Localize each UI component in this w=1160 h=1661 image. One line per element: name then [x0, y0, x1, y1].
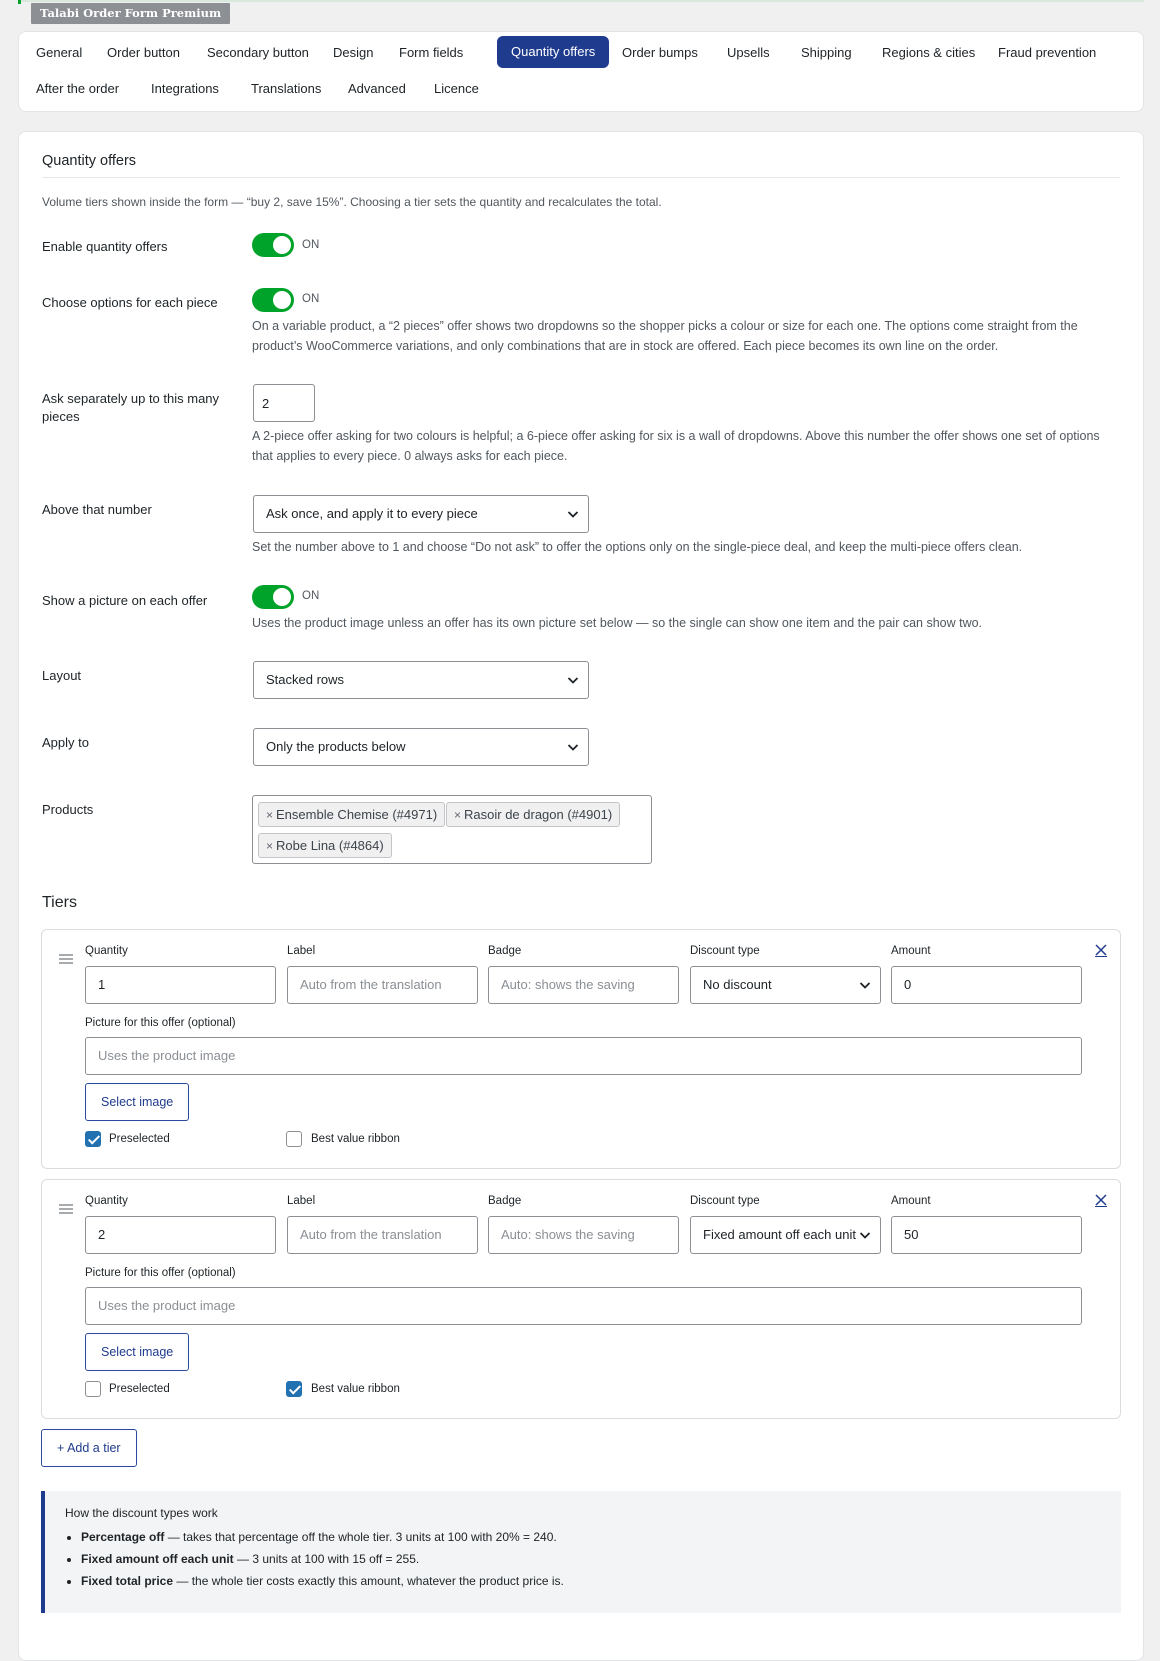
- preselected-checkbox[interactable]: [85, 1131, 101, 1147]
- product-chip: [258, 802, 445, 827]
- products-multiselect[interactable]: [252, 795, 652, 864]
- picture-field-label: Picture for this offer (optional): [85, 1017, 236, 1029]
- amount-label: Amount: [891, 945, 931, 957]
- layout-label: Layout: [42, 668, 82, 683]
- tab-upsells[interactable]: Upsells: [727, 45, 770, 60]
- preselected-label: Preselected: [109, 1383, 170, 1395]
- above-label: Above that number: [42, 502, 152, 517]
- ask-up-to-input[interactable]: [253, 384, 315, 422]
- quantity-label: Quantity: [85, 1195, 128, 1207]
- layout-select[interactable]: [253, 661, 589, 699]
- info-term: Fixed total price: [81, 1574, 174, 1588]
- label-label: Label: [287, 1195, 316, 1207]
- picture-label: Show a picture on each offer: [42, 593, 208, 608]
- drag-handle-icon[interactable]: [58, 953, 74, 965]
- select-image-button[interactable]: Select image: [85, 1083, 189, 1121]
- tab-licence[interactable]: Licence: [434, 81, 479, 96]
- product-chip: [446, 802, 620, 827]
- tier-label-input[interactable]: Auto from the translation: [287, 1216, 478, 1254]
- layout-select-value: Stacked rows: [266, 672, 345, 687]
- per-piece-state: ON: [302, 293, 320, 305]
- discount-type-label: Discount type: [690, 1195, 760, 1207]
- top-border: [18, 0, 1144, 2]
- tab-quantity-offers[interactable]: Quantity offers: [497, 36, 609, 68]
- info-text: — 3 units at 100 with 15 off = 255.: [233, 1552, 420, 1566]
- picture-state: ON: [302, 590, 320, 602]
- tab-order-bumps[interactable]: Order bumps: [622, 45, 698, 60]
- product-chip-label: Ensemble Chemise (#4971): [276, 807, 438, 822]
- tab-order-button[interactable]: Order button: [107, 45, 180, 60]
- tab-general[interactable]: General: [36, 45, 83, 60]
- add-tier-button[interactable]: + Add a tier: [41, 1429, 137, 1467]
- info-item: [81, 1528, 564, 1546]
- product-chip-label: Rasoir de dragon (#4901): [464, 807, 613, 822]
- info-item: [81, 1572, 564, 1590]
- tab-fraud-prevention[interactable]: Fraud prevention: [998, 45, 1097, 60]
- above-select-value: Ask once, and apply it to every piece: [266, 506, 478, 521]
- discount-type-value: Fixed amount off each unit: [703, 1227, 856, 1242]
- discount-types-info: [41, 1491, 1121, 1613]
- per-piece-toggle[interactable]: [252, 288, 294, 312]
- tier-badge-input[interactable]: Auto: shows the saving: [488, 966, 679, 1004]
- tab-shipping[interactable]: Shipping: [801, 45, 852, 60]
- apply-to-label: Apply to: [42, 735, 89, 750]
- tab-after-the-order[interactable]: After the order: [36, 81, 120, 96]
- tier-card: [41, 929, 1121, 1169]
- section-divider: [42, 177, 1120, 178]
- tier-discount-type-select[interactable]: [690, 966, 881, 1004]
- chevron-down-icon: [567, 742, 579, 752]
- tier-quantity-input[interactable]: 1: [85, 966, 276, 1004]
- apply-to-select[interactable]: [253, 728, 589, 766]
- tier-card: [41, 1179, 1121, 1419]
- top-border-mark: [18, 0, 21, 4]
- best-value-checkbox[interactable]: [286, 1131, 302, 1147]
- products-label: Products: [42, 802, 94, 817]
- chevron-down-icon: [567, 675, 579, 685]
- tier-amount-input[interactable]: 50: [891, 1216, 1082, 1254]
- quantity-offers-panel: [18, 131, 1144, 1661]
- preselected-label: Preselected: [109, 1133, 170, 1145]
- tab-advanced[interactable]: Advanced: [348, 81, 406, 96]
- tab-form-fields[interactable]: Form fields: [399, 45, 464, 60]
- best-value-label: Best value ribbon: [311, 1133, 400, 1145]
- section-intro: Volume tiers shown inside the form — “buy 2, save 15%”. Choosing a tier sets the quantity and recalculates the total.: [42, 195, 662, 209]
- enable-state: ON: [302, 239, 320, 251]
- above-desc: Set the number above to 1 and choose “Do not ask” to offer the options only on the single-piece deal, and keep the multi-piece offers clean.: [252, 540, 1023, 554]
- remove-chip-icon[interactable]: ×: [266, 839, 274, 853]
- chevron-down-icon: [567, 509, 579, 519]
- chevron-down-icon: [859, 980, 871, 990]
- section-title: Quantity offers: [42, 153, 137, 169]
- info-text: — takes that percentage off the whole tier. 3 units at 100 with 20% = 240.: [164, 1530, 557, 1544]
- badge-label: Badge: [488, 945, 522, 957]
- per-piece-label: Choose options for each piece: [42, 295, 218, 310]
- info-term: Fixed amount off each unit: [81, 1552, 234, 1566]
- picture-toggle[interactable]: [252, 585, 294, 609]
- discount-type-value: No discount: [703, 977, 772, 992]
- picture-desc: Uses the product image unless an offer has its own picture set below — so the single can show one item and the pair can show two.: [252, 616, 983, 630]
- remove-chip-icon[interactable]: ×: [266, 808, 274, 822]
- preselected-checkbox[interactable]: [85, 1381, 101, 1397]
- settings-tabs: [18, 31, 1144, 112]
- enable-toggle[interactable]: [252, 233, 294, 257]
- best-value-checkbox[interactable]: [286, 1381, 302, 1397]
- above-select[interactable]: [253, 495, 589, 533]
- info-text: — the whole tier costs exactly this amount, whatever the product price is.: [173, 1574, 564, 1588]
- tier-label-input[interactable]: Auto from the translation: [287, 966, 478, 1004]
- drag-handle-icon[interactable]: [58, 1203, 74, 1215]
- enable-label: Enable quantity offers: [42, 239, 168, 254]
- tier-quantity-input[interactable]: 2: [85, 1216, 276, 1254]
- badge-label: Badge: [488, 1195, 522, 1207]
- tiers-title: Tiers: [42, 894, 77, 911]
- remove-tier-icon[interactable]: [1094, 943, 1108, 957]
- tab-regions-cities[interactable]: Regions & cities: [882, 45, 976, 60]
- per-piece-desc: On a variable product, a “2 pieces” offer shows two dropdowns so the shopper picks a colour or size for each one. The options come straight from the product’s WooCommerce variations, and only combinations that are in stock are offered. Each piece becomes its own line on the order.: [252, 319, 1078, 353]
- apply-to-select-value: Only the products below: [266, 739, 406, 754]
- info-term: Percentage off: [81, 1530, 165, 1544]
- discount-type-label: Discount type: [690, 945, 760, 957]
- info-list: [65, 1528, 564, 1594]
- remove-chip-icon[interactable]: ×: [454, 808, 462, 822]
- tier-picture-input[interactable]: Uses the product image: [85, 1287, 1082, 1325]
- tab-translations[interactable]: Translations: [251, 81, 322, 96]
- product-chip-label: Robe Lina (#4864): [276, 838, 384, 853]
- picture-field-label: Picture for this offer (optional): [85, 1267, 236, 1279]
- label-label: Label: [287, 945, 316, 957]
- plugin-badge: Talabi Order Form Premium: [31, 3, 230, 24]
- tier-amount-input[interactable]: 0: [891, 966, 1082, 1004]
- tier-discount-type-select[interactable]: [690, 1216, 881, 1254]
- remove-tier-icon[interactable]: [1094, 1193, 1108, 1207]
- info-title: How the discount types work: [65, 1506, 218, 1520]
- best-value-label: Best value ribbon: [311, 1383, 400, 1395]
- ask-up-to-desc: A 2-piece offer asking for two colours is helpful; a 6-piece offer asking for six is a wall of dropdowns. Above this number the offer shows one set of options that applies to every piece. 0 always asks for each piece.: [252, 429, 1100, 463]
- tier-picture-input[interactable]: Uses the product image: [85, 1037, 1082, 1075]
- tab-design[interactable]: Design: [333, 45, 374, 60]
- product-chip: [258, 833, 392, 858]
- tier-badge-input[interactable]: Auto: shows the saving: [488, 1216, 679, 1254]
- tab-secondary-button[interactable]: Secondary button: [207, 45, 309, 60]
- ask-up-to-label: Ask separately up to this many pieces: [42, 391, 220, 424]
- tab-integrations[interactable]: Integrations: [151, 81, 219, 96]
- info-item: [81, 1550, 564, 1568]
- select-image-button[interactable]: Select image: [85, 1333, 189, 1371]
- chevron-down-icon: [859, 1230, 871, 1240]
- amount-label: Amount: [891, 1195, 931, 1207]
- quantity-label: Quantity: [85, 945, 128, 957]
